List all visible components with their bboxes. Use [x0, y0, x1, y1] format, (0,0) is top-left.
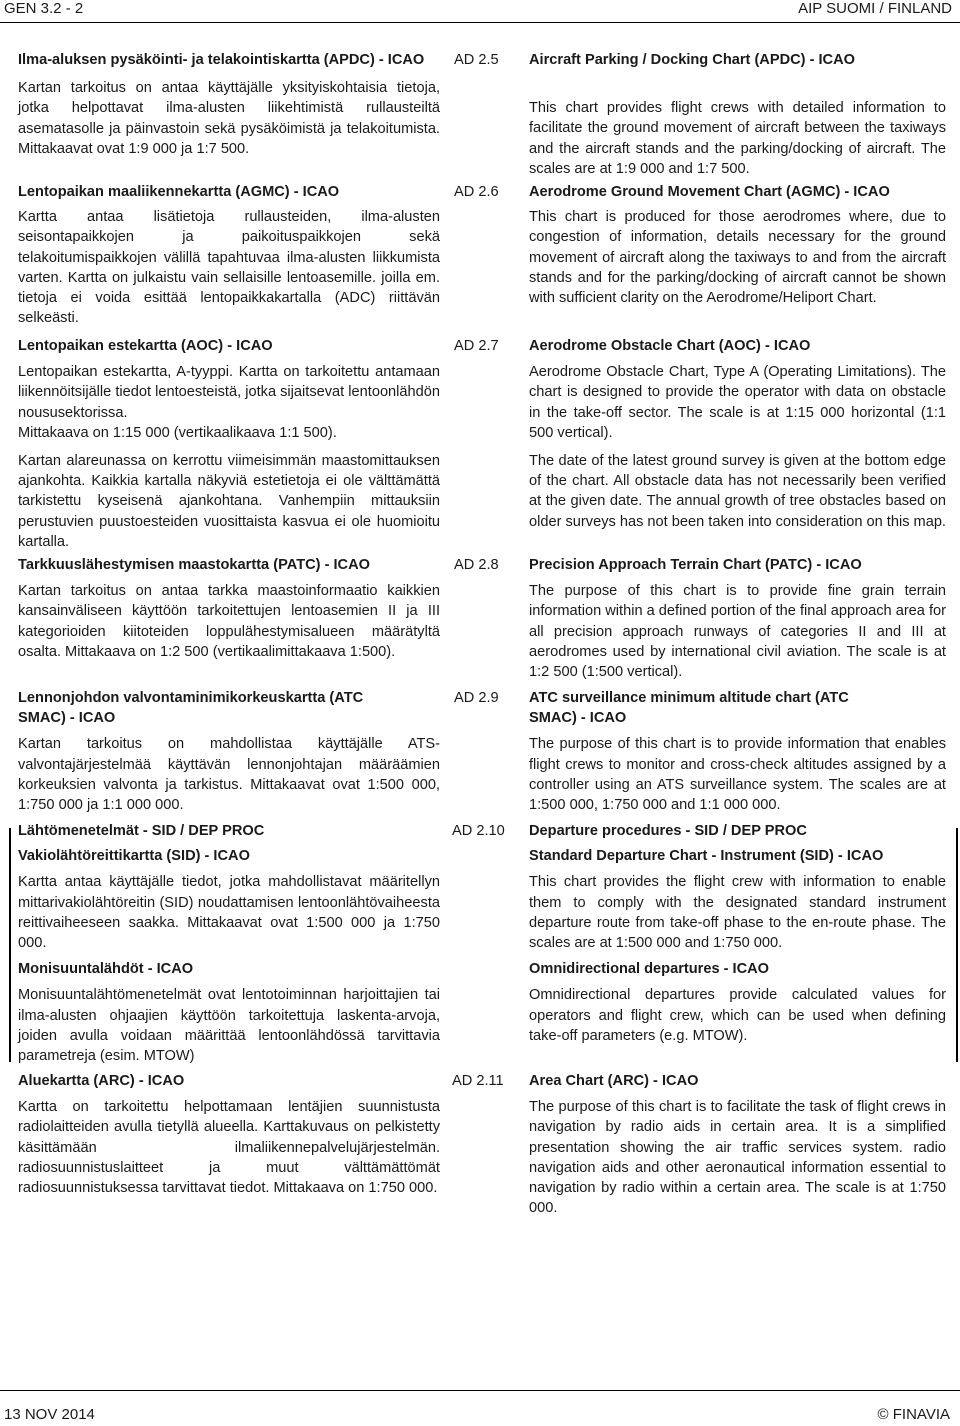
section-subheading: Omnidirectional departures - ICAO	[529, 961, 770, 978]
section-text: The date of the latest ground survey is given at the bottom edge of the chart. All obstacle data has not necessarily been verified at the given date. The annual growth of tree obstacles based on older surveys has not been taken into consideration on this map.	[529, 453, 946, 530]
section-heading: ATC surveillance minimum altitude chart (ATC SMAC) - ICAO	[529, 690, 849, 727]
effective-date: 13 NOV 2014	[4, 1406, 95, 1423]
section-apdc-en	[529, 50, 946, 179]
section-heading: Tarkkuuslähestymisen maastokartta (PATC) - ICAO	[18, 557, 370, 573]
section-text: Kartan tarkoitus on antaa käyttäjälle yksityiskohtaisia tietoja, jotka helpottavat ilma-alusten liikehtimistä rullausteiltä asematasolle ja päinvastoin sekä pysäköimistä ja telakoitumista. Mittakaavat ovat 1:9 000 ja 1:7 500.	[18, 80, 440, 157]
section-text: This chart is produced for those aerodromes where, due to congestion of information, details necessary for the ground movement of aircraft along the taxiways to and from the aircraft stands and for the parking/docking of aircraft cannot be shown with sufficient clarity on the Aerodrome/Heliport Chart.	[529, 209, 946, 307]
section-text: Omnidirectional departures provide calculated values for operators and flight crew, which can be used when defining take-off parameters (e.g. MTOW).	[529, 987, 946, 1044]
section-text: This chart provides the flight crew with information to enable them to comply with the designated standard instrument departure route from take-off phase to the en-route phase. The scales are at 1:500 000 and 1:750 000.	[529, 874, 946, 952]
section-text: Lentopaikan estekartta, A-tyyppi. Kartta on tarkoitettu antamaan liikennöitsijälle tiedot lentoesteistä, jotka sijaitsevat lentoonlähdön noususektorissa.	[18, 364, 440, 421]
section-heading: Lentopaikan maaliikennekartta (AGMC) - ICAO	[18, 184, 340, 200]
section-heading: Aluekartta (ARC) - ICAO	[18, 1073, 185, 1089]
section-subheading: Vakiolähtöreittikartta (SID) - ICAO	[18, 848, 250, 865]
section-apdc-fi	[18, 50, 440, 159]
section-heading: Aerodrome Obstacle Chart (AOC) - ICAO	[529, 338, 811, 354]
document-reference: GEN 3.2 - 2	[4, 0, 84, 17]
section-patc-en	[529, 555, 946, 682]
section-agmc-en	[529, 182, 946, 308]
copyright-notice: © FINAVIA	[877, 1406, 950, 1423]
header-divider	[0, 22, 960, 23]
section-arc-fi	[18, 1071, 440, 1198]
left-change-bar	[9, 828, 11, 1062]
section-text: The purpose of this chart is to provide information that enables flight crews to monitor and cross-check altitudes assigned by a controller using an ATS surveillance system. The scales are at 1:500 000, 1:750 000 and 1:1 000 000.	[529, 736, 946, 814]
section-ref: AD 2.8	[454, 557, 499, 573]
section-text: The purpose of this chart is to facilitate the task of flight crews in navigation by radio aids in certain area. It is a simplified presentation showing the air traffic services system. radio navigation aids and other aeronautical information essential to navigation by radio within a certain area. The scale is at 1:750 000.	[529, 1099, 946, 1217]
section-atc-smac-en	[529, 688, 946, 815]
section-text: Monisuuntalähtömenetelmät ovat lentotoiminnan harjoittajien tai ilma-alusten ohjaajien käyttöön tarkoitettuja laskenta-arvoja, joiden avulla voidaan määrittää lentoonlähdössä tarvittavia parametreja (esim. MTOW)	[18, 987, 440, 1065]
section-ref: AD 2.10	[452, 823, 505, 839]
section-text: Kartan tarkoitus on antaa tarkka maastoinformaatio kaikkien kansainväliseen käyttöön tarkoitettujen lentoasemien II ja III kategorioiden kiitoteiden loppulähestymisalueen määrätyltä osalta. Mittakaava on 1:2 500 (vertikaalimittakaava 1:500).	[18, 583, 440, 660]
footer-divider	[0, 1390, 960, 1391]
section-agmc-fi	[18, 182, 440, 328]
section-ref: AD 2.9	[454, 690, 499, 706]
section-text: This chart provides flight crews with detailed information to facilitate the ground movement of aircraft between the taxiways and the aircraft stands and the parking/docking of aircraft. The scales are at 1:9 000 and 1:7 500.	[529, 100, 946, 177]
section-ref: AD 2.11	[452, 1073, 504, 1089]
section-heading: Lentopaikan estekartta (AOC) - ICAO	[18, 338, 273, 354]
section-text: The purpose of this chart is to provide fine grain terrain information within a defined portion of the final approach area for all precision approach runways of categories II and III at aerodromes used by international civil aviation. The scale is at 1:2 500 (1:500 vertical).	[529, 583, 946, 681]
section-sid-fi	[18, 821, 440, 1066]
section-heading: Precision Approach Terrain Chart (PATC) - ICAO	[529, 557, 862, 573]
section-text: Kartta antaa lisätietoja rullausteiden, ilma-alusten seisontapaikkojen ja paikoituspaikkojen sekä telakoitumispaikkojen välillä tapahtuvaa ilma-alusten liikkumista varten. Kartta on julkaistu vain sellaisille lentoasemille. joilla em. tietoja ei voida esittää lentopaikkakartalla (ADC) riittävän selkeästi.	[18, 209, 440, 327]
page-header	[0, 0, 960, 24]
right-change-bar	[956, 828, 958, 1062]
section-sid-en	[529, 821, 946, 1046]
section-text: Kartta on tarkoitettu helpottamaan lentäjien suunnistusta radiolaitteiden avulla tietyllä alueella. Karttakuvaus on pelkistetty käsittämään ilmaliikennepalvelujärjestelmän. radiosuunnistuslaitteet ja muut välttämättömät radiosuunnistuksessa tarvittavat tiedot. Mittakaava on 1:750 000.	[18, 1099, 440, 1197]
section-heading: Lähtömenetelmät - SID / DEP PROC	[18, 823, 265, 839]
section-ref: AD 2.6	[454, 184, 499, 200]
section-heading: Lennonjohdon valvontaminimikorkeuskartta (ATC SMAC) - ICAO	[18, 690, 364, 727]
section-text: Mittakaava on 1:15 000 (vertikaalikaava 1:1 500).	[18, 424, 337, 441]
section-heading: Departure procedures - SID / DEP PROC	[529, 823, 807, 839]
section-aoc-en	[529, 336, 946, 532]
section-atc-smac-fi	[18, 688, 440, 815]
section-ref: AD 2.5	[454, 52, 499, 68]
section-heading: Ilma-aluksen pysäköinti- ja telakointiskartta (APDC) - ICAO	[18, 52, 425, 68]
section-aoc-fi	[18, 336, 440, 552]
publication-title: AIP SUOMI / FINLAND	[798, 0, 952, 17]
section-subheading: Monisuuntalähdöt - ICAO	[18, 961, 194, 978]
section-text: Kartan tarkoitus on mahdollistaa käyttäjälle ATS-valvontajärjestelmää käyttävän lennonjohtajan määräämien korkeuksien valvonta ja tarkistus. Mittakaavat ovat 1:500 000, 1:750 000 ja 1:1 000 000.	[18, 736, 440, 814]
section-heading: Aerodrome Ground Movement Chart (AGMC) - ICAO	[529, 184, 890, 200]
section-subheading: Standard Departure Chart - Instrument (SID) - ICAO	[529, 848, 884, 865]
section-patc-fi	[18, 555, 440, 662]
section-text: Aerodrome Obstacle Chart, Type A (Operating Limitations). The chart is designed to provide the operator with data on obstacle in the take-off sector. The scale is at 1:15 000 horizontal (1:1 500 vertical).	[529, 364, 946, 441]
section-heading: Aircraft Parking / Docking Chart (APDC) - ICAO	[529, 52, 855, 68]
section-text: Kartan alareunassa on kerrottu viimeisimmän maastomittauksen ajankohta. Kaikkia kartalla näkyviä estetietoja ei ole välttämättä tarkistettu kyseisenä ajankohtana. Vanhempiin mittauksiin perustuvien puustoesteiden vuosittaista kasvua ei ole huomioitu kartalla.	[18, 453, 440, 550]
section-ref: AD 2.7	[454, 338, 499, 354]
section-arc-en	[529, 1071, 946, 1218]
section-text: Kartta antaa käyttäjälle tiedot, jotka mahdollistavat määritellyn mittarivakiolähtöreitin (SID) noudattamisen lentoonlähtövaiheesta reittivaiheeseen saakka. Mittakaavat ovat 1:500 000 ja 1:750 000.	[18, 874, 440, 952]
section-heading: Area Chart (ARC) - ICAO	[529, 1073, 699, 1089]
